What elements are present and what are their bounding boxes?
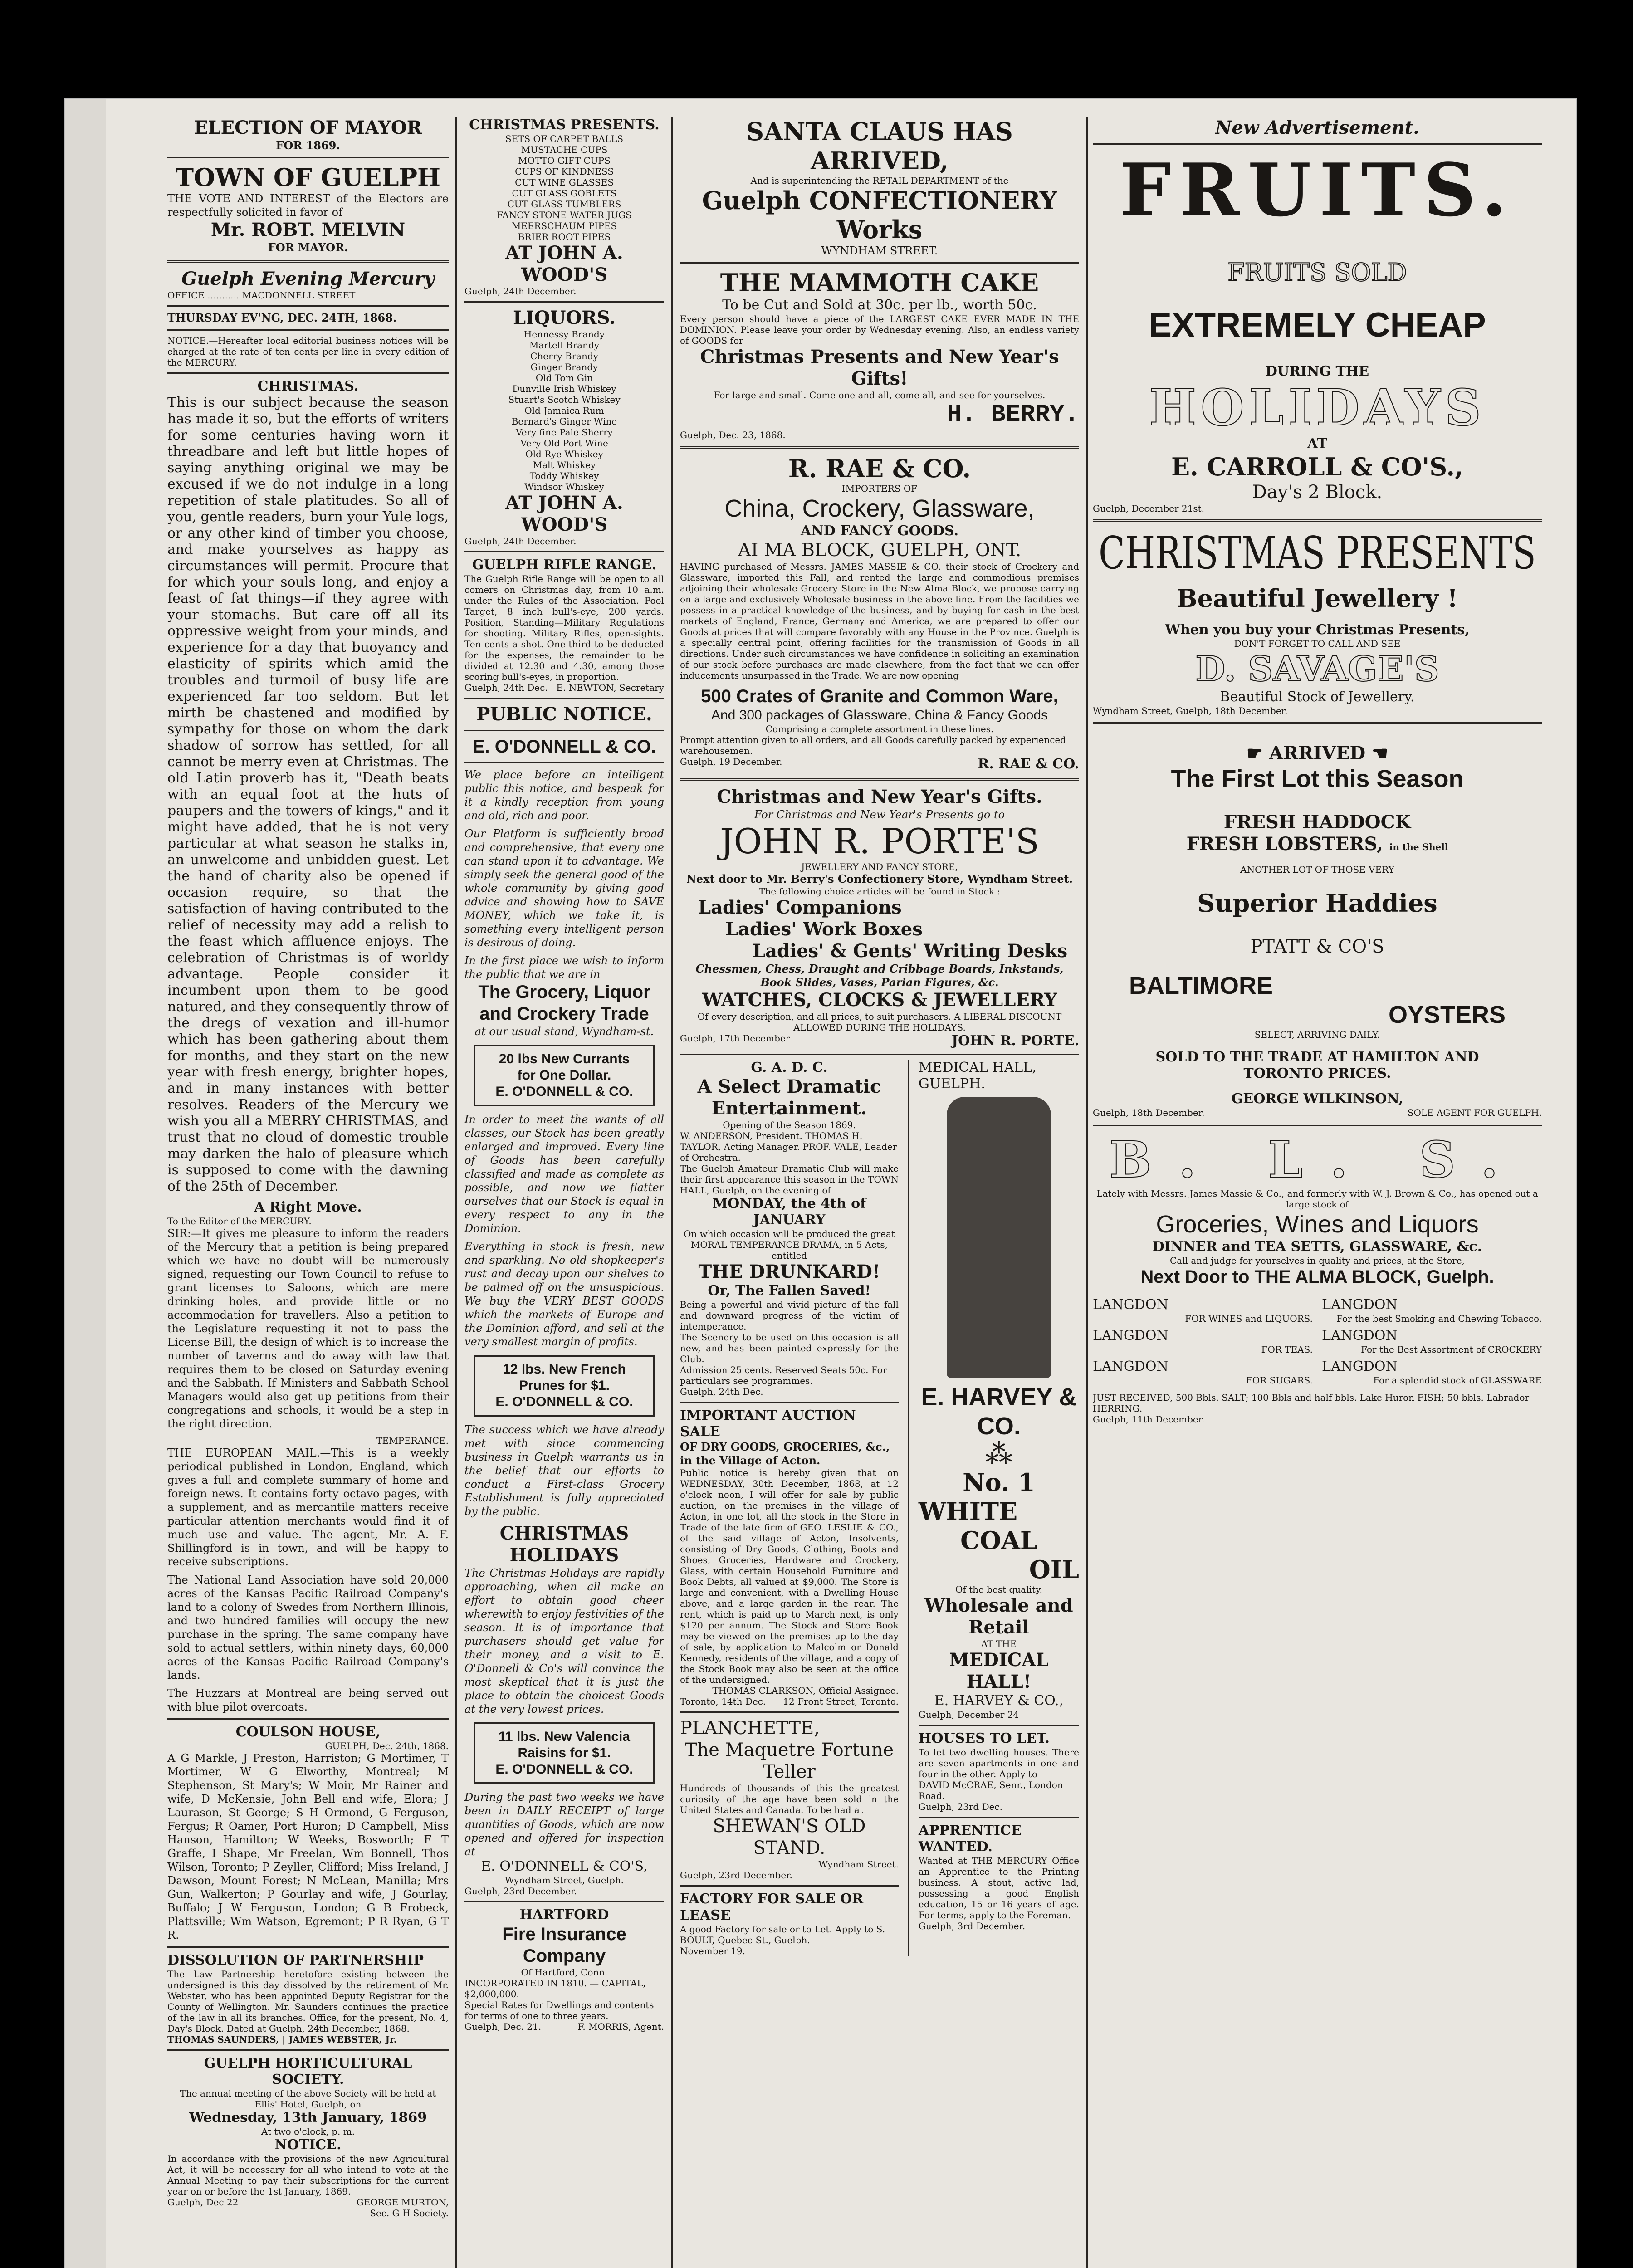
factory-date: November 19. <box>680 1945 746 1956</box>
liquor-item: Very fine Pale Sherry <box>516 427 613 438</box>
column-2 <box>464 117 664 2268</box>
odonnell-text-8: During the past two weeks we have been in DAILY RECEIPT of large quantities of Goods, which are now opened and offered for inspection at <box>464 1791 664 1858</box>
dramatic-heading: A Select Dramatic Entertainment. <box>697 1076 881 1119</box>
woods-name-1: AT JOHN A. WOOD'S <box>505 242 623 285</box>
odonnell-text-3: In the first place we wish to inform the public that we are in <box>464 954 664 981</box>
xmas-present-item: MUSTACHE CUPS <box>521 144 608 155</box>
oysters-heading: OYSTERS <box>1388 1001 1506 1028</box>
odonnell-text-6: The success which we have already met with since commencing business in Guelph warrants us in the belief that our efforts to conduct a First-class Grocery Establishment is fully appreciated by the public. <box>464 1423 664 1518</box>
prunes-line-2: Prunes for $1. <box>518 1378 610 1393</box>
clarkson-sign: THOMAS CLARKSON, Official Assignee. <box>712 1685 899 1696</box>
gadc-column <box>680 1060 899 1956</box>
column-4 <box>1093 117 1542 2268</box>
langdon-name: LANGDON <box>1322 1297 1398 1313</box>
date-line: THURSDAY EV'NG, DEC. 24TH, 1868. <box>167 311 397 324</box>
extremely-cheap: EXTREMELY CHEAP <box>1149 306 1486 344</box>
column-rule <box>455 117 457 2268</box>
houses-text: To let two dwelling houses. There are seven apartments in one and four in the other. Apply to <box>918 1747 1079 1779</box>
xmas-gifts-heading: Christmas and New Year's Gifts. <box>717 786 1042 807</box>
berry-sign: H. BERRY. <box>947 401 1079 429</box>
fresh-haddock: FRESH HADDOCK <box>1223 811 1411 833</box>
crates-line: 500 Crates of Granite and Common Ware, <box>701 686 1058 706</box>
raisins-line-1: 11 lbs. New Valencia <box>498 1729 631 1744</box>
clarkson-address: 12 Front Street, Toronto. <box>783 1696 899 1707</box>
odonnell-address: Wyndham Street, Guelph. <box>504 1875 624 1886</box>
carroll-heading: E. CARROLL & CO'S., <box>1171 452 1463 481</box>
savage-heading: D. SAVAGE'S <box>1195 649 1439 689</box>
horticultural-text: The annual meeting of the above Society will be held at Ellis' Hotel, Guelph, on <box>180 2088 436 2110</box>
rae-text: HAVING purchased of Messrs. JAMES MASSIE & CO. their stock of Crockery and Glassware, imported this Fall, and rented the large and commodious premises adjoining their wholesale Grocery Store in the New Alma Block, we propose carrying on a large and exclusively Wholesale business in the above line. From the facilities we possess in a practical knowledge of the business, and by buying for cash in the best markets of England, France, Germany and America, we are prepared to offer our Goods at prices that will compare favorably with any House in the Province. Guelph is a specially central point, offering facilities for the transmission of Goods in all directions. Under such circumstances we have confidence in soliciting an examination of our stock before purchases are made elsewhere, from the fact that we can offer inducements unsurpassed in the Trade. We are now opening <box>680 561 1079 681</box>
langdon-item: FOR WINES and LIQUORS. <box>1185 1313 1313 1324</box>
importers: IMPORTERS OF <box>841 483 918 494</box>
election-year: FOR 1869. <box>276 139 340 152</box>
liquor-item: Cherry Brandy <box>530 351 598 362</box>
xmas-present-item: SETS OF CARPET BALLS <box>505 133 624 144</box>
langdon-item: For the best Smoking and Chewing Tobacco. <box>1336 1313 1542 1324</box>
office-line: OFFICE ........... MACDONNELL STREET <box>167 290 356 301</box>
prompt-line: Prompt attention given to all orders, and all Goods carefully packed by experienced warehousemen. <box>680 734 1066 756</box>
medical-hall-column <box>919 1060 1079 1956</box>
prunes-line-1: 12 lbs. New French <box>503 1362 626 1377</box>
european-mail-text: THE EUROPEAN MAIL.—This is a weekly periodical published in London, England, which gives a full and complete summary of home and foreign news. It contains forty octavo pages, with a supplement, and as mercantile matters receive particular attention merchants would find it of much use and value. The agent, Mr. A. F. Shillingford is in town, and will be happy to receive subscriptions. <box>167 1447 449 1568</box>
wyndham-street: WYNDHAM STREET. <box>821 244 938 257</box>
fire-date: Guelph, Dec. 21. <box>464 2021 542 2032</box>
column-1 <box>167 117 449 2268</box>
woods-date-2: Guelph, 24th December. <box>464 536 577 547</box>
horticultural-time: At two o'clock, p. m. <box>261 2126 355 2137</box>
rifle-sign: E. NEWTON, Secretary <box>556 682 664 693</box>
langdon-item: FOR TEAS. <box>1261 1344 1313 1355</box>
dissolution-heading: DISSOLUTION OF PARTNERSHIP <box>167 1952 424 1968</box>
confectionery-heading: Guelph CONFECTIONERY Works <box>702 186 1057 244</box>
berry-date: Guelph, Dec. 23, 1868. <box>680 430 786 440</box>
carroll-date: Guelph, December 21st. <box>1093 503 1205 514</box>
currants-line-1: 20 lbs New Currants <box>499 1051 630 1066</box>
shewan-heading: SHEWAN'S OLD STAND. <box>713 1816 866 1858</box>
liquor-item: Bernard's Ginger Wine <box>511 416 617 427</box>
bls-date: Guelph, 11th December. <box>1093 1414 1205 1425</box>
liquor-item: Martell Brandy <box>529 340 600 351</box>
for-mayor: FOR MAYOR. <box>268 241 348 254</box>
fire-insurance-heading: Fire Insurance Company <box>502 1924 626 1966</box>
langdon-name: LANGDON <box>1093 1359 1169 1374</box>
grocery-trade: The Grocery, Liquor and Crockery Trade <box>478 982 650 1024</box>
packages-line: And 300 packages of Glassware, China & Fancy Goods <box>711 708 1048 723</box>
raisins-box <box>474 1722 655 1784</box>
christmas-heading: CHRISTMAS. <box>257 378 359 394</box>
apprentice-heading: APPRENTICE WANTED. <box>918 1823 1022 1855</box>
national-land-text: The National Land Association have sold 20,000 acres of the Kansas Pacific Railroad Company's land to a colony of Swedes from Northern Illinois, and two hundred families will occupy the new purchase in the spring. The same company have sold to actual settlers, within ninety days, 60,000 acres of the Kansas Pacific Railroad Company's lands. <box>167 1574 449 1681</box>
flourish-icon: ⁂ <box>985 1438 1012 1470</box>
xmas-present-item: CUT GLASS GOBLETS <box>512 188 617 199</box>
liquor-item: Toddy Whiskey <box>529 470 599 481</box>
engraving-illustration <box>947 1097 1051 1378</box>
horticultural-heading: GUELPH HORTICULTURAL SOCIETY. <box>204 2055 412 2087</box>
raisins-line-3: E. O'DONNELL & CO. <box>495 1762 633 1777</box>
langdon-ad <box>1093 1359 1313 1386</box>
no1-line: No. 1 <box>963 1468 1035 1497</box>
planchette-heading: PLANCHETTE, <box>680 1718 820 1739</box>
wilkinson-date: Guelph, 18th December. <box>1093 1107 1205 1118</box>
arrived-heading <box>1093 743 1542 764</box>
white-line: WHITE <box>918 1497 1018 1526</box>
currants-box <box>474 1045 655 1106</box>
gifts-sub: For large and small. Come one and all, come all, and see for yourselves. <box>714 390 1046 401</box>
clarkson-date: Toronto, 14th Dec. <box>680 1696 766 1707</box>
huzzars-text: The Huzzars at Montreal are being served out with blue pilot overcoats. <box>167 1687 449 1713</box>
harvey-heading: E. HARVEY & CO. <box>921 1383 1077 1440</box>
rae-sign: R. RAE & CO. <box>978 756 1079 772</box>
porte-sign: JOHN R. PORTE. <box>951 1033 1079 1049</box>
at-the: AT THE <box>981 1638 1017 1649</box>
liquor-item: Old Rye Whiskey <box>525 449 603 459</box>
stock-jewellery: Beautiful Stock of Jewellery. <box>1220 689 1415 705</box>
drunkard-heading: THE DRUNKARD! <box>698 1261 880 1282</box>
harvey-date: Guelph, December 24 <box>918 1709 1019 1720</box>
rae-date: Guelph, 19 December. <box>680 756 782 767</box>
houses-sign: DAVID McCRAE, Senr., London Road. <box>918 1779 1063 1801</box>
xmas-present-item: MEERSCHAUM PIPES <box>511 220 617 231</box>
auction-text: Public notice is hereby given that on WEDNESDAY, 30th December, 1868, at 12 o'clock noon, I will offer for sale by public auction, on the premises in the village of Acton, in one lot, all the stock in the Store in Trade of the late firm of GEO. LESLIE & CO., of the said village of Acton, Insolvents, consisting of Dry Goods, Clothing, Boots and Shoes, Groceries, Hardware and Crockery, Glass, with certain Household Furniture and Book Debts, all valued at $9,000. The Store is large and convenient, with a Dwelling House above, and a large garden in the rear. The rent, which is paid up to March next, is only $120 per annum. The Stock and Store Book may be viewed on the premises up to the day of sale, by application to Malcolm or Donald Kennedy, residents of the village, and a copy of the Stock Book may also be seen at the office of the undersigned. <box>680 1467 899 1685</box>
liquors-list <box>464 329 664 492</box>
odonnell-text-1: We place before an intelligent public this notice, and bespeak for it a kindly reception from young and old, rich and poor. <box>464 768 664 822</box>
fire-incorporated: INCORPORATED IN 1810. — CAPITAL, $2,000,000. <box>464 1978 646 1999</box>
odonnell-text-5: Everything in stock is fresh, new and sparkling. No old shopkeeper's rust and decay upon our shelves to be palmed off on the unsuspicious. We buy the VERY BEST GOODS which the markets of Europe and the Dominion afford, and sell at the very smallest margin of profits. <box>464 1240 664 1348</box>
fire-location: Of Hartford, Conn. <box>521 1967 608 1978</box>
lately-line: Lately with Messrs. James Massie & Co., and formerly with W. J. Brown & Co., has opened out a large stock of <box>1096 1188 1538 1210</box>
public-notice-heading: PUBLIC NOTICE. <box>476 704 652 725</box>
apprentice-text: Wanted at THE MERCURY Office an Apprentice to the Printing business. A stout, active lad, possessing a good English education, 15 or 16 years of age. For terms, apply to the Foreman. <box>918 1855 1079 1921</box>
dissolution-text: The Law Partnership heretofore existing between the undersigned is this day dissolved by the retirement of Mr. Webster, who has been appointed Deputy Registrar for the County of Wellington. Mr. Saunders continues the practice of the law in all its branches. Office, for the present, No. 4, Day's Block. Dated at Guelph, 24th December, 1868. <box>167 1969 449 2034</box>
xmas-present-item: FANCY STONE WATER JUGS <box>497 210 632 220</box>
temperance-sign: TEMPERANCE. <box>376 1435 449 1446</box>
coulson-heading: COULSON HOUSE, <box>235 1724 381 1740</box>
xmas-presents-heading: CHRISTMAS PRESENTS <box>1099 526 1536 579</box>
liquor-item: Very Old Port Wine <box>520 438 608 449</box>
election-heading: ELECTION OF MAYOR <box>194 117 422 138</box>
superior-haddies: Superior Haddies <box>1197 889 1437 918</box>
houses-date: Guelph, 23rd Dec. <box>918 1801 1002 1812</box>
election-text: THE VOTE AND INTEREST of the Electors are respectfully solicited in favor of <box>167 192 449 219</box>
santa-sub: And is superintending the RETAIL DEPARTMENT of the <box>750 175 1009 186</box>
fire-text: Special Rates for Dwellings and contents for terms of one to three years. <box>464 1999 654 2021</box>
oil-line: OIL <box>1029 1555 1079 1584</box>
fruits-heading: FRUITS. <box>1120 147 1515 233</box>
planchette-text: Hundreds of thousands of this the greatest curiosity of the age have been sold in the United States and Canada. To be had at <box>680 1783 899 1815</box>
langdon-ad <box>1322 1328 1542 1355</box>
candidate-name: Mr. ROBT. MELVIN <box>210 219 406 240</box>
occasion-line: On which occasion will be produced the great MORAL TEMPERANCE DRAMA, in 5 Acts, entitled <box>683 1228 895 1261</box>
holidays-heading: HOLIDAYS <box>1149 378 1486 437</box>
new-advertisement: New Advertisement. <box>1215 117 1420 138</box>
langdon-ad <box>1093 1328 1313 1355</box>
following-line: The following choice articles will be found in Stock : <box>759 886 1000 897</box>
days-block: Day's 2 Block. <box>1252 482 1383 503</box>
inner-column-rule <box>908 1060 909 1956</box>
cake-text: Every person should have a piece of the LARGEST CAKE EVER MADE IN THE DOMINION. Please leave your order by Wednesday evening. Also, an endless variety of GOODS for <box>680 313 1079 346</box>
porte-heading: JOHN R. PORTE'S <box>720 821 1039 861</box>
langdon-ad <box>1322 1359 1542 1386</box>
currants-line-2: for One Dollar. <box>517 1068 611 1083</box>
monday-line: MONDAY, the 4th of JANUARY <box>712 1196 866 1228</box>
notice-sign-name: GEORGE MURTON, <box>356 2197 449 2208</box>
harvey-sign: E. HARVEY & CO., <box>934 1693 1064 1709</box>
baltimore-heading: BALTIMORE <box>1129 972 1273 999</box>
groceries-heading: Groceries, Wines and Liquors <box>1156 1211 1479 1238</box>
watches-line: WATCHES, CLOCKS & JEWELLERY <box>702 989 1057 1011</box>
odonnell-sign: E. O'DONNELL & CO'S, <box>481 1858 648 1874</box>
maquetre-heading: The Maquetre Fortune Teller <box>684 1740 894 1782</box>
best-quality: Of the best quality. <box>955 1584 1042 1595</box>
xmas-present-item: CUPS OF KINDNESS <box>515 166 614 177</box>
rifle-heading: GUELPH RIFLE RANGE. <box>472 557 657 573</box>
langdon-name: LANGDON <box>1093 1297 1169 1313</box>
arrived-text: ARRIVED <box>1269 743 1366 764</box>
fallen-saved: Or, The Fallen Saved! <box>708 1283 871 1299</box>
wilkinson-heading: GEORGE WILKINSON, <box>1231 1091 1403 1107</box>
gadc-date: Guelph, 24th Dec. <box>680 1386 763 1397</box>
notice-body: In accordance with the provisions of the new Agricultural Act, it will be necessary for all who intend to vote at the Annual Meeting to pay their subscriptions for the current year on or before the 1st January, 1869. <box>167 2153 449 2197</box>
langdon-item: For a splendid stock of GLASSWARE <box>1373 1375 1542 1386</box>
sole-agent: SOLE AGENT FOR GUELPH. <box>1407 1107 1542 1118</box>
santa-heading: SANTA CLAUS HAS ARRIVED, <box>746 117 1013 175</box>
another-lot: ANOTHER LOT OF THOSE VERY <box>1240 864 1394 875</box>
langdon-item: For the Best Assortment of CROCKERY <box>1361 1344 1542 1355</box>
select-arriving: SELECT, ARRIVING DAILY. <box>1254 1029 1380 1040</box>
currants-line-3: E. O'DONNELL & CO. <box>495 1084 633 1099</box>
langdon-name: LANGDON <box>1322 1359 1398 1374</box>
langdon-name: LANGDON <box>1093 1328 1169 1344</box>
prunes-box <box>474 1355 655 1417</box>
chessmen-line: Chessmen, Chess, Draught and Cribbage Boards, Inkstands, Book Slides, Vases, Parian Figures, &c. <box>695 962 1064 989</box>
langdon-grid <box>1093 1297 1542 1386</box>
notice-place: Guelph, Dec 22 <box>167 2197 239 2208</box>
ladies-companions: Ladies' Companions <box>698 897 902 918</box>
porte-date: Guelph, 17th December <box>680 1033 790 1044</box>
gadc-text: The Guelph Amateur Dramatic Club will make their first appearance this season in the TOWN HALL, Guelph, on the evening of <box>680 1163 899 1196</box>
cake-price: To be Cut and Sold at 30c. per lb., worth 50c. <box>722 297 1037 313</box>
notice-sign-title: Sec. G H Society. <box>370 2208 449 2219</box>
wholesale-retail: Wholesale and Retail <box>924 1595 1073 1638</box>
jewellery-store: JEWELLERY AND FANCY STORE, <box>801 861 958 872</box>
notice-text: NOTICE.—Hereafter local editorial business notices will be charged at the rate of ten cents per line in every edition of the MERCURY. <box>167 335 449 368</box>
xmas-present-item: BRIER ROOT PIPES <box>518 231 611 242</box>
town-heading: TOWN OF GUELPH <box>175 163 441 192</box>
raisins-line-2: Raisins for $1. <box>518 1745 611 1760</box>
liquor-item: Malt Whiskey <box>533 459 596 470</box>
woods-date-1: Guelph, 24th December. <box>464 286 577 297</box>
alma-block: AI MA BLOCK, GUELPH, ONT. <box>738 540 1022 561</box>
right-move-heading: A Right Move. <box>254 1199 362 1215</box>
xmas-present-item: CUT WINE GLASSES <box>515 177 614 188</box>
just-received: JUST RECEIVED, 500 Bbls. SALT; 100 Bbls and half bbls. Lake Huron FISH; 50 bbls. Labrador HERRING. <box>1093 1392 1530 1414</box>
for-xmas-line: For Christmas and New Year's Presents go to <box>754 808 1005 821</box>
liquor-item: Old Tom Gin <box>535 372 593 383</box>
hand-icon: ☛ <box>1246 743 1269 764</box>
mammoth-cake: THE MAMMOTH CAKE <box>720 268 1039 297</box>
gifts-heading: Christmas Presents and New Year's Gifts! <box>700 346 1059 389</box>
christmas-article: This is our subject because the season has made it so, but the efforts of writers for some centuries having worn it threadbare and left but little hopes of saying anything original we may be excused if we do not indulge in a long repetition of stale platitudes. So all of you, gentle readers, burn your Yule logs, or any other kind of timber you choose, and make yourselves as happy as circumstances will permit. Procure that for which your souls long, and enjoy a feast of fat things—if they agree with your stomachs. But care off all its oppressive weight from your minds, and experience for a day that buoyancy and elasticity of spirits which amid the troubles and turmoil of busy life are experienced far too seldom. But let mirth be chastened and modified by sympathy for those on whom the dark shadow of sorrow has settled, for all cannot be merry even at Christmas. The old Latin proverb has it, "Death beats with an equal foot at the huts of paupers and the towers of kings," and it might have added, that he is not very particular at what season he stalks in, an unwelcome and unbidden guest. Let the hand of charity also be opened if occasion require, so that the satisfaction of having contributed to the relief of necessity may add a relish to the feast which affluence enjoys. The celebration of Christmas is of worldy advantage. People consider it incumbent upon them to be good natured, and they consequently throw of the dregs of vexation and ill-humor which has been gathering about them for months, and they start on the new year with fresh energy, brighter hopes, and in many instances with better resolves. Readers of the Mercury we wish you all a MERRY CHRISTMAS, and trust that no cloud of domestic trouble may darken the halo of pleasure which is supposed to come with the dawning of the 25th of December. <box>167 395 449 1194</box>
vivid-line: Being a powerful and vivid picture of the fall and downward progress of the victim of intemperance. <box>680 1299 899 1332</box>
langdon-item: FOR SUGARS. <box>1246 1375 1313 1386</box>
xmas-present-item: CUT GLASS TUMBLERS <box>507 199 621 210</box>
xmas-present-item: MOTTO GIFT CUPS <box>518 155 611 166</box>
column-rule <box>1086 117 1088 2268</box>
assortment-line: Comprising a complete assortment in these lines. <box>765 723 994 734</box>
liquor-item: Stuart's Scotch Whiskey <box>508 394 621 405</box>
at-line: AT <box>1307 436 1327 452</box>
masthead: Guelph Evening Mercury <box>181 268 435 289</box>
every-description: Of every description, and all prices, to suit purchasers. A LIBERAL DISCOUNT ALLOWED DURING THE HOLIDAYS. <box>697 1011 1062 1033</box>
liquor-item: Ginger Brandy <box>530 362 598 372</box>
in-the-shell: in the Shell <box>1389 841 1448 852</box>
shewan-address: Wyndham Street. <box>818 1859 899 1870</box>
dinner-sets: DINNER and TEA SETTS, GLASSWARE, &c. <box>1152 1239 1482 1255</box>
langdon-name: LANGDON <box>1322 1328 1398 1344</box>
column-rule <box>671 117 673 2268</box>
writing-desks: Ladies' & Gents' Writing Desks <box>753 940 1068 962</box>
xmas-presents-list <box>464 133 664 242</box>
newspaper-page <box>64 98 1577 2268</box>
right-move-text: SIR:—It gives me pleasure to inform the readers of the Mercury that a petition is being prepared which we have no doubt will be numerously signed, requesting our Town Council to refuse to grant licenses to Saloons, which are mere drinking holes, and provide little or no accommodation for travellers. Also a petition to the Legislature requesting it not to pass the License Bill, the design of which is to increase the number of taverns and do away with law that requires them to be closed on Saturday evening and the Sabbath. If Ministers and Sabbath School Managers would also get up petitions from their congregations and schools, it would be a step in the right direction. <box>167 1227 449 1430</box>
officers: W. ANDERSON, President. THOMAS H. TAYLOR, Acting Manager. PROF. VALE, Leader of Orchestra. <box>680 1130 897 1163</box>
fresh-lobsters: FRESH LOBSTERS, <box>1186 833 1383 855</box>
auction-heading: IMPORTANT AUCTION SALE <box>680 1408 856 1440</box>
medical-hall-heading: MEDICAL HALL, GUELPH. <box>918 1060 1037 1092</box>
next-alma: Next Door to THE ALMA BLOCK, Guelph. <box>1140 1267 1494 1287</box>
column-3 <box>680 117 1079 2268</box>
langdon-ad <box>1093 1297 1313 1324</box>
savage-date: Wyndham Street, Guelph, 18th December. <box>1093 705 1288 716</box>
fire-sign: F. MORRIS, Agent. <box>577 2021 664 2032</box>
during-the: DURING THE <box>1265 363 1369 379</box>
liquor-item: Hennessy Brandy <box>523 329 605 340</box>
prunes-line-3: E. O'DONNELL & CO. <box>495 1394 633 1409</box>
coulson-date: GUELPH, Dec. 24th, 1868. <box>325 1740 449 1751</box>
rifle-text: The Guelph Rifle Range will be open to all comers on Christmas day, from 10 a.m. under the Rules of the Association. Pool Target, 8 inch bull's-eye, 200 yards. Position, Standing—Military Regulations for shooting. Military Rifles, open-sights. Ten cents a shot. One-third to be deducted for the expenses, the remainder to be divided at 12.30 and 4.30, among those scoring bull's-eyes, in proportion. <box>464 573 664 682</box>
gadc-heading: G. A. D. C. <box>751 1060 828 1075</box>
china-heading: China, Crockery, Glassware, <box>724 495 1035 522</box>
right-move-to: To the Editor of the MERCURY. <box>167 1216 312 1227</box>
woods-name-2: AT JOHN A. WOOD'S <box>505 492 623 535</box>
rifle-date: Guelph, 24th Dec. <box>464 682 548 693</box>
coulson-guests: A G Markle, J Preston, Harriston; G Mortimer, T Mortimer, W G Elworthy, Montreal; M Stephenson, St Mary's; W Moir, Mr Rainer and wife, D McKensie, John Bell and wife, Elora; J Laurason, St George; S H Ormond, G Ferguson, Fergus; R Oamer, Port Huron; D Campbell, Miss Hanson, Hamilton; W Weeks, Bosworth; F T Graffe, I Shape, Mr Freelan, Wm Bonnell, Thos Wilson, Toronto; P Zeyller, Clifford; Miss Ireland, J Dawson, Mount Forest; N McLean, Manilla; Mrs Gun, Walkerton; P Gourlay and wife, J Gourlay, Buffalo; J W Ferguson, London; G B Frobeck, Plattsville; Wm Watson, Egremont; P R Ryan, G T R. <box>167 1752 449 1941</box>
medical-hall-line: MEDICAL HALL! <box>949 1649 1049 1692</box>
sold-trade: SOLD TO THE TRADE AT HAMILTON AND TORONTO PRICES. <box>1155 1049 1479 1081</box>
holidays-heading: CHRISTMAS HOLIDAYS <box>499 1523 629 1566</box>
odonnell-text-2: Our Platform is sufficiently broad and comprehensive, that every one can stand upon it to advantage. We simply seek the general good of the whole community by giving good advice and showing how to SAVE MONEY, which we take it, is something every intelligent person is desirous of doing. <box>464 827 664 949</box>
fancy-goods: AND FANCY GOODS. <box>800 523 959 539</box>
ptatt-heading: PTATT & CO'S <box>1250 936 1384 957</box>
langdon-ad <box>1322 1297 1542 1324</box>
odonnell-text-4: In order to meet the wants of all classes, our Stock has been greatly enlarged and improved. Every line of Goods has been carefully classified and made as complete as possible, and now we flatter ourselves that our Stock is equal in every respect to any in the Dominion. <box>464 1113 664 1235</box>
liquor-item: Windsor Whiskey <box>524 481 604 492</box>
next-door: Next door to Mr. Berry's Confectionery Store, Wyndham Street. <box>686 872 1073 885</box>
factory-text: A good Factory for sale or to Let. Apply to S. BOULT, Quebec-St., Guelph. <box>680 1924 885 1945</box>
opening-line: Opening of the Season 1869. <box>723 1119 856 1130</box>
odonnell-name: E. O'DONNELL & CO. <box>472 737 656 757</box>
call-judge: Call and judge for yourselves in quality and prices, at the Store, <box>1169 1255 1465 1266</box>
dont-forget: DON'T FORGET TO CALL AND SEE <box>1234 638 1401 649</box>
hartford-heading: HARTFORD <box>519 1907 609 1923</box>
bls-heading: B. L. S. <box>1109 1130 1525 1189</box>
odonnell-text-7: The Christmas Holidays are rapidly approaching, when all make an effort to obtain good cheer wherewith to enjoy festivities of the season. It is of importance that purchasers should get value for their money, and a visit to E. O'Donnell & Co's will convince the most skeptical that it is just the place to obtain the choicest Goods at the very lowest prices. <box>464 1567 664 1716</box>
hand-icon: ☚ <box>1365 743 1389 764</box>
odonnell-date: Guelph, 23rd December. <box>464 1886 577 1897</box>
ladies-work-boxes: Ladies' Work Boxes <box>725 919 923 940</box>
first-lot: The First Lot this Season <box>1171 765 1464 792</box>
fresh-lobsters-line <box>1093 833 1542 855</box>
apprentice-date: Guelph, 3rd December. <box>918 1921 1026 1931</box>
liquors-heading: LIQUORS. <box>513 307 616 328</box>
xmas-presents-heading: CHRISTMAS PRESENTS. <box>469 117 660 133</box>
usual-stand: at our usual stand, Wyndham-st. <box>474 1025 654 1038</box>
houses-heading: HOUSES TO LET. <box>918 1730 1050 1746</box>
factory-heading: FACTORY FOR SALE OR LEASE <box>680 1891 864 1923</box>
admission-line: Admission 25 cents. Reserved Seats 50c. For particulars see programmes. <box>680 1364 887 1386</box>
horticultural-date: Wednesday, 13th January, 1869 <box>189 2110 427 2126</box>
scenery-line: The Scenery to be used on this occasion is all new, and has been painted expressly for the Club. <box>680 1332 899 1364</box>
shewan-date: Guelph, 23rd December. <box>680 1870 792 1881</box>
coal-line: COAL <box>960 1526 1037 1555</box>
when-you-buy: When you buy your Christmas Presents, <box>1165 622 1470 638</box>
fruits-sold: FRUITS SOLD <box>1227 258 1407 287</box>
page-margin-strip <box>65 99 106 2268</box>
liquor-item: Old Jamaica Rum <box>524 405 604 416</box>
auction-sub: OF DRY GOODS, GROCERIES, &c., in the Village of Acton. <box>680 1440 890 1467</box>
liquor-item: Dunville Irish Whiskey <box>512 383 616 394</box>
beautiful-jewellery: Beautiful Jewellery ! <box>1177 584 1458 613</box>
dissolution-sign: THOMAS SAUNDERS, | JAMES WEBSTER, Jr. <box>167 2034 397 2045</box>
rae-heading: R. RAE & CO. <box>788 454 971 483</box>
notice-heading: NOTICE. <box>274 2137 342 2153</box>
